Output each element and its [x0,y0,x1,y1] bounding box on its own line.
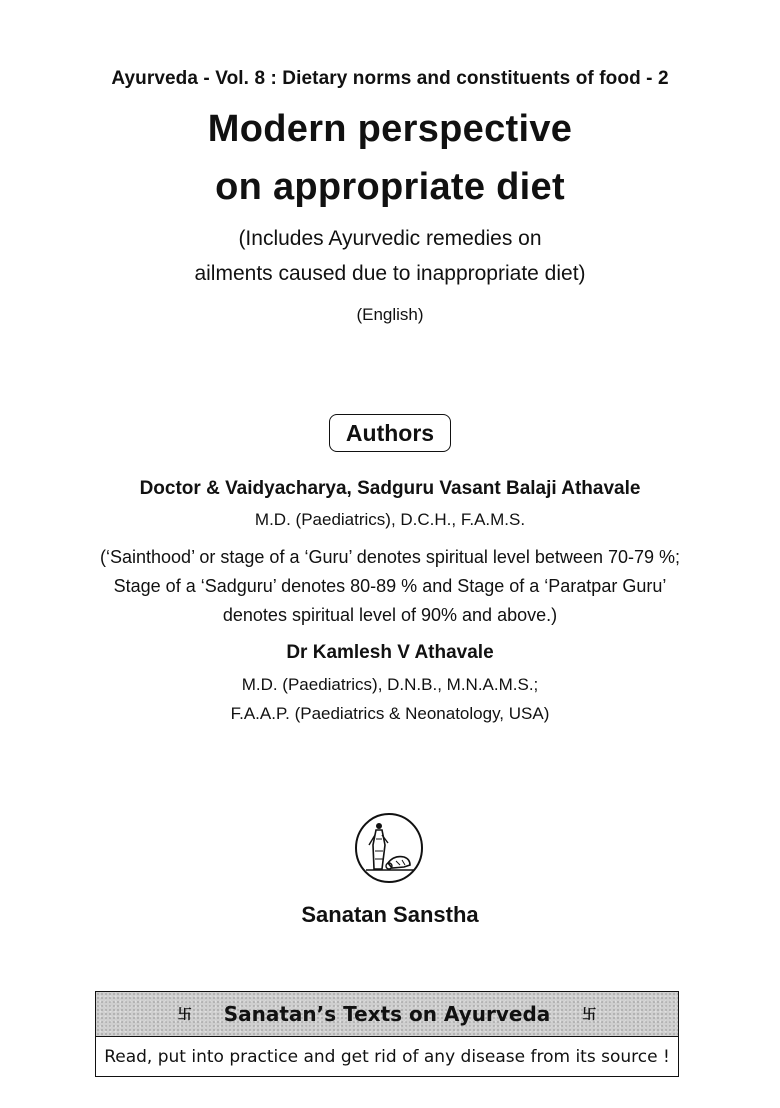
series-title: Ayurveda - Vol. 8 : Dietary norms and constituents of food - 2 [111,68,669,89]
guru-disciple-emblem-icon [352,811,426,885]
author-2-name: Dr Kamlesh V Athavale [286,642,494,663]
author-1-credentials: M.D. (Paediatrics), D.C.H., F.A.M.S. [254,510,526,529]
banner-header [96,992,678,1037]
author-1-name: Doctor & Vaidyacharya, Sadguru Vasant Balaji Athavale [139,478,641,499]
book-title-line-2: on appropriate diet [215,166,565,208]
ayurveda-texts-banner [95,991,679,1077]
swastika-right-icon: 卐 [582,1007,597,1023]
language-label: (English) [356,305,424,324]
subtitle-line-1: (Includes Ayurvedic remedies on [238,227,542,250]
author-2-credentials-line-2: F.A.A.P. (Paediatrics & Neonatology, USA) [230,704,550,723]
spiritual-level-note: (‘Sainthood’ or stage of a ‘Guru’ denotes spiritual level between 70-79 %; Stage of a ‘Sadguru’ denotes 80-89 % and Stage of a ‘Paratpar Guru’ denotes spiritual level of 90% and above.) [100,547,681,625]
authors-heading: Authors [329,414,451,452]
swastika-left-icon: 卐 [177,1007,192,1023]
author-2-credentials-line-1: M.D. (Paediatrics), D.N.B., M.N.A.M.S.; [241,675,539,694]
subtitle-line-2: ailments caused due to inappropriate diet) [194,262,586,285]
publisher-name: Sanatan Sanstha [301,902,479,927]
banner-title: Sanatan’s Texts on Ayurveda [223,1002,551,1026]
banner-tagline: Read, put into practice and get rid of any disease from its source ! [104,1047,670,1067]
authors-heading-wrap [0,414,780,452]
book-title-line-1: Modern perspective [207,108,573,150]
